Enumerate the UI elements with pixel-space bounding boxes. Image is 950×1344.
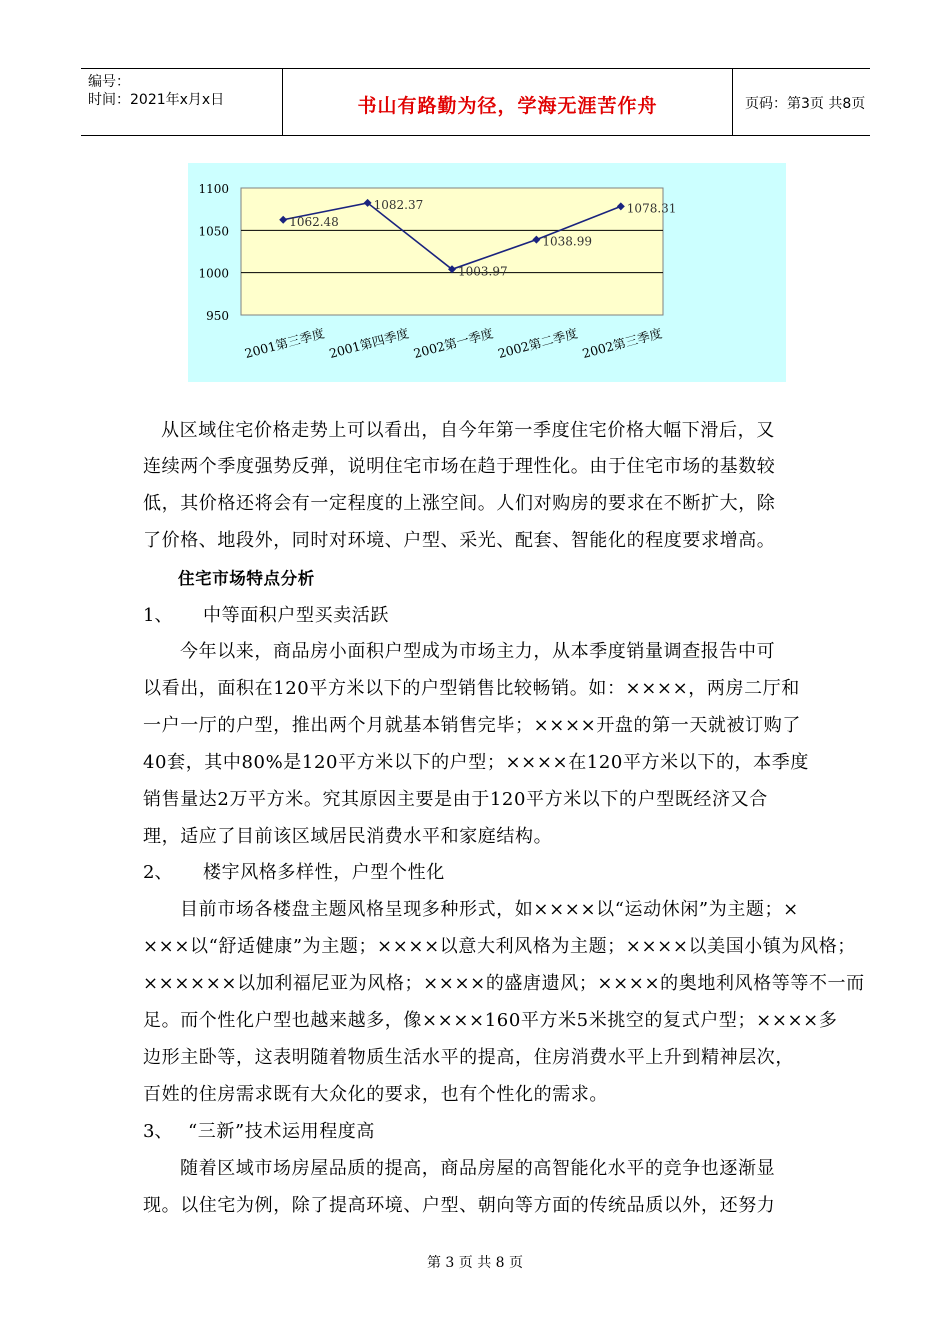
data-label: 1078.31 — [626, 201, 677, 216]
p3-line-1: 目前市场各楼盘主题风格呈现多种形式，如××××以“运动休闲”为主题；× — [180, 899, 799, 920]
page-footer: 第 3 页 共 8 页 — [426, 1255, 524, 1271]
doc-date: 时间：2021年x月x日 — [88, 92, 225, 108]
section-3-title: “三新”技术运用程度高 — [188, 1121, 376, 1142]
section-2-number: 2、 — [143, 862, 173, 883]
section-2-title: 楼宇风格多样性，户型个性化 — [203, 862, 445, 883]
y-tick-label: 950 — [206, 309, 229, 323]
header-left-cell — [81, 69, 282, 135]
p3-line-4: 足。而个性化户型也越来越多，像××××160平方米5米挑空的复式户型；××××多 — [143, 1010, 838, 1031]
x-tick-label: 2001第四季度 — [327, 325, 411, 362]
p2-line-5: 销售量达2万平方米。究其原因主要是由于120平方米以下的户型既经济又合 — [143, 789, 768, 810]
p3-line-6: 百姓的住房需求既有大众化的要求，也有个性化的需求。 — [143, 1084, 608, 1105]
p3-line-2: ×××以“舒适健康”为主题；××××以意大利风格为主题；××××以美国小镇为风格； — [143, 936, 856, 957]
page-header — [81, 68, 870, 136]
y-tick-label: 1100 — [198, 182, 229, 196]
doc-number-label: 编号： — [88, 74, 130, 90]
p1-line-1: 从区域住宅价格走势上可以看出，自今年第一季度住宅价格大幅下滑后，又 — [161, 420, 775, 441]
x-tick-label: 2002第二季度 — [496, 325, 580, 362]
p2-line-1: 今年以来，商品房小面积户型成为市场主力，从本季度销量调查报告中可 — [180, 641, 776, 662]
p2-line-2: 以看出，面积在120平方米以下的户型销售比较畅销。如：××××，两房二厅和 — [143, 678, 800, 699]
p2-line-3: 一户一厅的户型，推出两个月就基本销售完毕；××××开盘的第一天就被订购了 — [143, 715, 801, 736]
p3-line-3: ××××××以加利福尼亚为风格；××××的盛唐遗风；××××的奥地利风格等等不一而 — [143, 973, 865, 994]
section-1-number: 1、 — [143, 605, 173, 626]
data-label: 1062.48 — [289, 214, 339, 229]
p1-line-2: 连续两个季度强势反弹，说明住宅市场在趋于理性化。由于住宅市场的基数较 — [143, 456, 776, 477]
p1-line-4: 了价格、地段外，同时对环境、户型、采光、配套、智能化的程度要求增高。 — [143, 530, 776, 551]
x-tick-label: 2001第三季度 — [243, 325, 326, 362]
section-3-number: 3、 — [143, 1121, 173, 1142]
p2-line-4: 40套，其中80%是120平方米以下的户型；××××在120平方米以下的，本季度 — [143, 752, 809, 773]
p4-line-1: 随着区域市场房屋品质的提高，商品房屋的高智能化水平的竞争也逐渐显 — [180, 1158, 776, 1179]
x-tick-label: 2002第三季度 — [580, 325, 664, 362]
chart-svg — [188, 163, 786, 382]
header-right-cell — [733, 69, 870, 135]
data-label: 1082.37 — [373, 197, 424, 212]
p4-line-2: 现。以住宅为例，除了提高环境、户型、朝向等方面的传统品质以外，还努力 — [143, 1195, 776, 1216]
plot-area — [241, 188, 663, 315]
p1-line-3: 低，其价格还将会有一定程度的上涨空间。人们对购房的要求在不断扩大，除 — [143, 493, 776, 514]
price-trend-chart — [188, 163, 786, 382]
page-code: 页码：第3页 共8页 — [745, 96, 866, 112]
data-label: 1003.97 — [458, 264, 508, 279]
data-label: 1038.99 — [542, 234, 593, 249]
header-motto-cell — [282, 69, 733, 135]
section-heading: 住宅市场特点分析 — [178, 569, 315, 588]
y-tick-label: 1000 — [198, 266, 229, 281]
p2-line-6: 理，适应了目前该区域居民消费水平和家庭结构。 — [143, 826, 553, 847]
section-1-title: 中等面积户型买卖活跃 — [203, 605, 389, 626]
x-tick-label: 2002第一季度 — [411, 325, 495, 362]
p3-line-5: 边形主卧等，这表明随着物质生活水平的提高，住房消费水平上升到精神层次， — [143, 1047, 794, 1068]
motto-text: 书山有路勤为径，学海无涯苦作舟 — [357, 95, 658, 117]
y-tick-label: 1050 — [198, 224, 229, 239]
